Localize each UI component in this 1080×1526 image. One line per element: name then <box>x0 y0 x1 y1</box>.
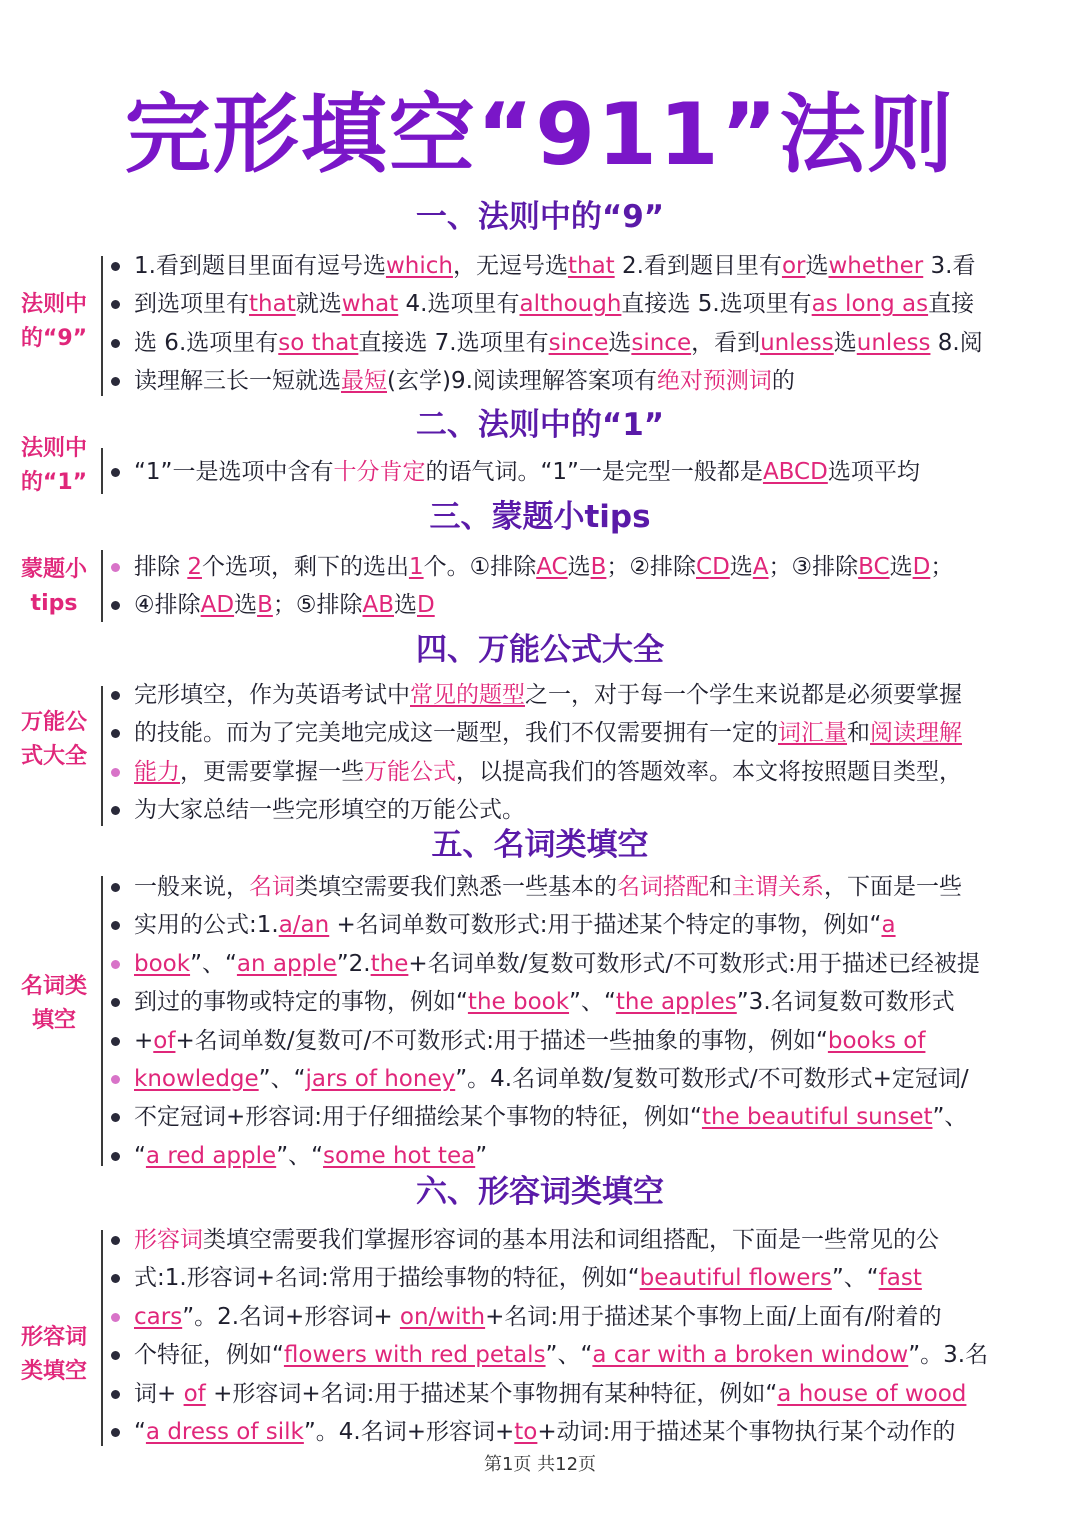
keyword-underlined: as long as <box>811 291 929 318</box>
text-segment: 的 <box>771 368 795 395</box>
keyword-underlined: knowledge <box>134 1065 259 1092</box>
section-body-2 <box>108 453 1070 491</box>
text-segment: ”、“ <box>190 950 237 977</box>
text-segment: ，下面是一些 <box>824 874 962 900</box>
keyword-underlined: A <box>752 554 769 580</box>
text-segment: ；③排除 <box>768 554 859 580</box>
section-body-3 <box>108 548 1070 625</box>
text-segment: ” <box>475 1142 488 1169</box>
text-line <box>108 285 1070 323</box>
text-segment: ；②排除 <box>606 554 697 580</box>
text-segment: ，以提高我们的答题效率。本文将按照题目类型， <box>456 758 962 785</box>
keyword-underlined: the apples <box>615 989 737 1016</box>
keyword-underlined: on/with <box>399 1303 486 1330</box>
keyword-underlined: that <box>249 291 296 318</box>
text-segment: 之一，对于每一个学生来说都是必须要掌握 <box>525 682 962 708</box>
text-segment: 3.看 <box>923 253 976 279</box>
text-line <box>108 1060 1070 1098</box>
keyword-underlined: D <box>912 554 931 580</box>
keyword-highlight: 形容词 <box>134 1227 203 1253</box>
text-segment: 词+ <box>134 1380 184 1407</box>
keyword-underlined: flowers with red petals <box>283 1342 546 1369</box>
text-line <box>108 1098 1070 1136</box>
keyword-highlight: 万能公式 <box>364 758 456 785</box>
text-line <box>108 1137 1070 1175</box>
text-segment: 类填空需要我们熟悉一些基本的 <box>295 874 617 900</box>
text-segment: 个选项，剩下的选出 <box>201 554 409 580</box>
keyword-underlined: some hot tea <box>323 1142 476 1169</box>
text-line <box>108 586 1070 624</box>
section-body-6 <box>108 1221 1070 1451</box>
keyword-underlined: 1 <box>408 554 424 580</box>
text-line <box>108 906 1070 944</box>
text-segment: 2.看到题目里有 <box>614 253 782 279</box>
text-line <box>108 1336 1070 1374</box>
section-divider-4 <box>101 686 103 826</box>
keyword-underlined: a dress of silk <box>145 1418 304 1445</box>
text-line <box>108 791 1070 829</box>
side-label-2: 法则中 的“1” <box>20 436 88 495</box>
keyword-underlined: fast <box>878 1265 922 1292</box>
keyword-underlined: unless <box>856 329 931 356</box>
text-segment: 式:1.形容词+名词:常用于描绘事物的特征，例如“ <box>134 1265 640 1292</box>
text-segment: ”、“ <box>276 1142 324 1169</box>
side-label-5: 名词类 填空 <box>20 974 87 1033</box>
keyword-underlined: AC <box>536 554 568 580</box>
keyword-underlined: a/an <box>278 912 330 939</box>
text-segment: ”、“ <box>258 1065 306 1092</box>
section-body-5 <box>108 868 1070 1175</box>
text-segment: ，更需要掌握一些 <box>180 758 364 785</box>
keyword-highlight: 主谓关系 <box>732 874 824 900</box>
keyword-underlined: 常见的题型 <box>410 682 525 708</box>
keyword-underlined: 词汇量 <box>778 720 847 747</box>
keyword-underlined: an apple <box>236 950 337 977</box>
section-heading-2: 二、法则中的“1” <box>415 407 665 443</box>
text-line <box>108 1259 1070 1297</box>
text-segment: +名词单数/复数可/不可数形式:用于描述一些抽象的事物，例如“ <box>175 1027 828 1054</box>
keyword-underlined: what <box>341 291 399 318</box>
section-body-4 <box>108 676 1070 830</box>
keyword-underlined: B <box>257 592 273 619</box>
text-segment: 4.选项里有 <box>398 291 520 318</box>
text-segment: 选 <box>889 554 913 580</box>
page-title: 完形填空“911”法则 <box>124 85 956 185</box>
side-label-4: 万能公 式大全 <box>20 710 87 769</box>
keyword-underlined: beautiful flowers <box>639 1265 832 1292</box>
keyword-underlined: books of <box>827 1027 926 1054</box>
text-segment: 到过的事物或特定的事物，例如“ <box>134 989 468 1016</box>
section-divider-3 <box>101 550 103 622</box>
section-heading-5: 五、名词类填空 <box>431 827 649 863</box>
text-segment: 选 <box>805 253 829 279</box>
keyword-underlined: a <box>881 912 896 939</box>
keyword-underlined: D <box>417 592 435 619</box>
text-segment: +名词单数/复数可数形式/不可数形式:用于描述已经被提 <box>408 950 980 977</box>
text-segment: 选 <box>608 329 632 356</box>
keyword-underlined: AB <box>362 592 394 619</box>
keyword-underlined: book <box>134 950 191 977</box>
section-divider-6 <box>101 1230 103 1446</box>
side-label-6: 形容词 类填空 <box>20 1325 87 1384</box>
keyword-highlight: 名词 <box>249 874 295 900</box>
text-segment: “ <box>134 1142 146 1169</box>
text-segment: 的语气词。“1”一是完型一般都是 <box>425 459 763 485</box>
text-line <box>108 676 1070 714</box>
text-line <box>108 983 1070 1021</box>
text-segment: “1”一是选项中含有 <box>134 459 334 485</box>
keyword-highlight: 十分肯定 <box>333 459 426 485</box>
text-segment: ”。2.名词+形容词+ <box>182 1303 400 1330</box>
keyword-underlined: CD <box>696 554 730 580</box>
text-line <box>108 362 1070 400</box>
text-segment: ，无逗号选 <box>452 253 568 279</box>
text-segment: 选项平均 <box>827 459 920 485</box>
side-label-1: 法则中 的“9” <box>20 292 88 351</box>
text-segment: ”、“ <box>545 1342 593 1369</box>
section-heading-1: 一、法则中的“9” <box>415 199 665 235</box>
text-segment: 选 <box>394 592 417 619</box>
text-line <box>108 1375 1070 1413</box>
side-label-3: 蒙题小 tips <box>20 557 87 616</box>
text-line <box>108 1298 1070 1336</box>
keyword-underlined: although <box>519 291 622 318</box>
text-segment: ”。3.名 <box>908 1342 989 1369</box>
keyword-underlined: since <box>548 329 609 356</box>
text-segment: 选 6.选项里有 <box>134 329 279 356</box>
text-segment: ”。4.名词单数/复数可数形式/不可数形式+定冠词/ <box>455 1065 969 1092</box>
keyword-highlight: 名词搭配 <box>617 874 709 900</box>
keyword-underlined: the book <box>467 989 570 1016</box>
text-segment: +动词:用于描述某个事物执行某个动作的 <box>537 1418 956 1445</box>
text-segment: 选 <box>833 329 857 356</box>
text-segment: 完形填空，作为英语考试中 <box>134 682 410 708</box>
keyword-underlined: whether <box>828 253 924 279</box>
keyword-underlined: ABCD <box>762 459 828 485</box>
section-heading-6: 六、形容词类填空 <box>416 1174 664 1210</box>
text-segment: 个特征，例如“ <box>134 1342 284 1369</box>
text-segment: 实用的公式:1. <box>134 912 279 939</box>
text-segment: 不定冠词+形容词:用于仔细描绘某个事物的特征，例如“ <box>134 1104 702 1131</box>
text-line <box>108 714 1070 752</box>
keyword-underlined: BC <box>858 554 890 580</box>
keyword-underlined: unless <box>760 329 834 356</box>
keyword-underlined: the <box>370 950 409 977</box>
keyword-underlined: 能力 <box>134 758 180 785</box>
text-line <box>108 868 1070 906</box>
text-segment: (玄学)9.阅读理解答案项有 <box>387 368 657 395</box>
text-line <box>108 453 1070 491</box>
keyword-underlined: of <box>183 1380 206 1407</box>
section-heading-3: 三、蒙题小tips <box>429 499 651 535</box>
keyword-underlined: to <box>514 1418 538 1445</box>
text-line <box>108 247 1070 285</box>
section-divider-1 <box>101 256 103 396</box>
text-segment: ”2. <box>336 950 371 977</box>
keyword-underlined: a house of wood <box>777 1380 967 1407</box>
text-segment: ； <box>930 554 954 580</box>
text-line <box>108 1022 1070 1060</box>
keyword-underlined: that <box>567 253 615 279</box>
keyword-underlined: 最短 <box>341 368 387 395</box>
text-segment: ；⑤排除 <box>272 592 363 619</box>
keyword-underlined: jars of honey <box>305 1065 456 1092</box>
text-segment: 直接 <box>928 291 975 318</box>
keyword-underlined: a car with a broken window <box>592 1342 909 1369</box>
text-segment: 8.阅 <box>930 329 983 356</box>
text-segment: 1.看到题目里面有逗号选 <box>134 253 386 279</box>
text-segment: 和 <box>847 720 870 747</box>
text-segment: ”、 <box>932 1104 968 1131</box>
text-segment: +名词:用于描述某个事物上面/上面有/附着的 <box>485 1303 942 1330</box>
keyword-highlight: 绝对预测词 <box>656 368 772 395</box>
keyword-underlined: since <box>631 329 692 356</box>
keyword-underlined: which <box>385 253 453 279</box>
text-segment: 直接选 7.选项里有 <box>358 329 549 356</box>
keyword-underlined: a red apple <box>145 1142 277 1169</box>
text-line <box>108 945 1070 983</box>
keyword-underlined: the beautiful sunset <box>701 1104 933 1131</box>
text-segment: “ <box>134 1418 146 1445</box>
text-segment: 读理解三长一短就选 <box>134 368 341 395</box>
text-segment: ”。4.名词+形容词+ <box>303 1418 515 1445</box>
keyword-underlined: B <box>590 554 607 580</box>
text-line <box>108 324 1070 362</box>
text-segment: ”、“ <box>569 989 616 1016</box>
keyword-underlined: AD <box>200 592 235 619</box>
keyword-underlined: cars <box>134 1303 183 1330</box>
text-segment: 选 <box>567 554 591 580</box>
text-segment: 的技能。而为了完美地完成这一题型，我们不仅需要拥有一定的 <box>134 720 778 747</box>
section-heading-4: 四、万能公式大全 <box>416 632 664 668</box>
keyword-underlined: so that <box>278 329 359 356</box>
text-line <box>108 1221 1070 1259</box>
text-segment: 一般来说， <box>134 874 249 900</box>
text-segment: ④排除 <box>134 592 201 619</box>
keyword-underlined: 阅读理解 <box>870 720 962 747</box>
text-line <box>108 1413 1070 1451</box>
text-segment: 和 <box>709 874 732 900</box>
text-line <box>108 753 1070 791</box>
text-segment: 选 <box>729 554 753 580</box>
text-segment: ”、“ <box>831 1265 879 1292</box>
section-body-1 <box>108 247 1070 401</box>
text-segment: 为大家总结一些完形填空的万能公式。 <box>134 797 525 824</box>
keyword-underlined: 2 <box>187 554 202 580</box>
section-divider-2 <box>101 448 103 494</box>
text-segment: ”3.名词复数可数形式 <box>736 989 955 1016</box>
text-segment: 排除 <box>134 554 188 580</box>
text-segment: ，看到 <box>691 329 761 356</box>
text-segment: + <box>134 1027 154 1054</box>
text-segment: 类填空需要我们掌握形容词的基本用法和词组搭配，下面是一些常见的公 <box>203 1227 939 1253</box>
text-segment: +名词单数可数形式:用于描述某个特定的事物，例如“ <box>329 912 882 939</box>
keyword-underlined: of <box>153 1027 176 1054</box>
text-segment: 到选项里有 <box>134 291 249 318</box>
text-segment: 个。①排除 <box>423 554 537 580</box>
text-line <box>108 548 1070 586</box>
text-segment: 直接选 5.选项里有 <box>621 291 812 318</box>
text-segment: 就选 <box>295 291 342 318</box>
text-segment: 选 <box>234 592 258 619</box>
text-segment: +形容词+名词:用于描述某个事物拥有某种特征，例如“ <box>205 1380 778 1407</box>
keyword-underlined: or <box>781 253 806 279</box>
page-number: 第1页 共12页 <box>483 1454 597 1475</box>
section-divider-5 <box>101 876 103 1166</box>
